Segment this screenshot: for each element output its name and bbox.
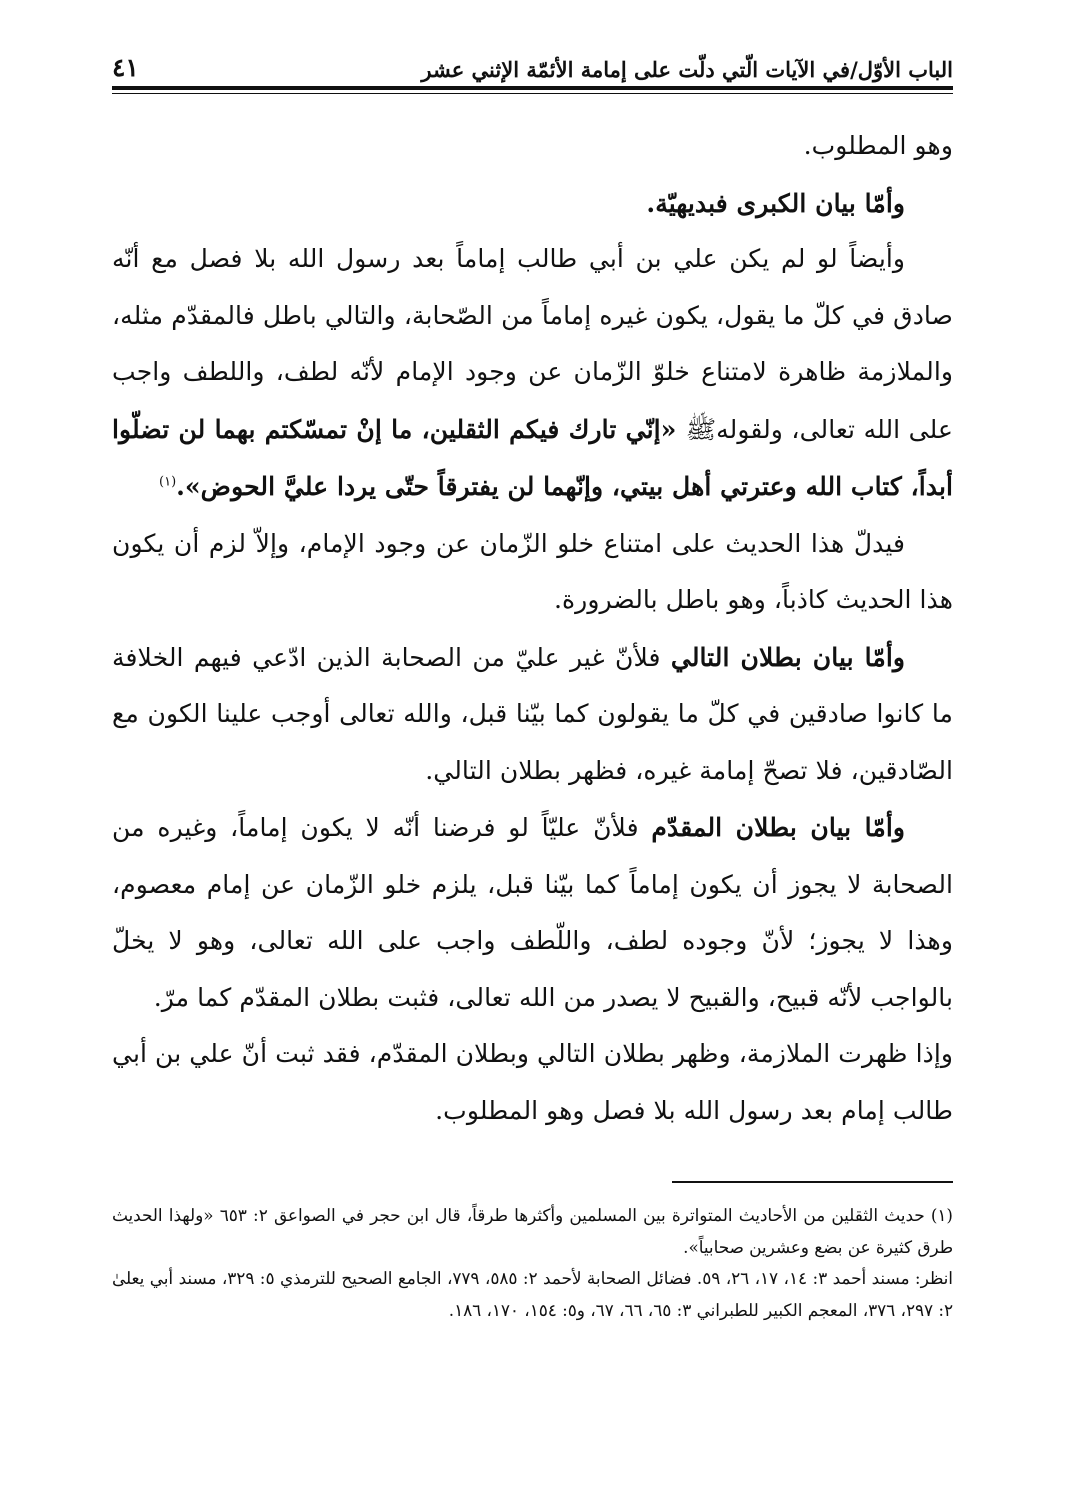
paragraph-2: وأمّا بيان الكبرى فبديهيّة.: [646, 187, 905, 218]
hadith-quote: «إنّي تارك فيكم الثقلين، ما إنْ تمسّكتم بهما لن تضلّوا أبداً، كتاب الله وعترتي أهل بيتي، وإنّهما لن يفترقاً حتّى يردا عليَّ الحوض».: [112, 413, 953, 501]
paragraph-3-text: وأيضاً لو لم يكن علي بن أبي طالب إماماً بعد رسول الله بلا فصل مع أنّه صادق في كلّ ما يقول، يكون غيره إماماً من الصّحابة، والتالي باطل فالمقدّم مثله، والملازمة ظاهرة لامتناع خلوّ الزّمان عن وجود الإمام لأنّه لطف، واللطف واجب على الله تعالى، ولقوله: [112, 244, 953, 444]
paragraph-5-lead: وأمّا بيان بطلان التالي: [670, 641, 905, 672]
header-rule-thick: [112, 86, 953, 90]
chapter-title: الباب الأوّل/في الآيات الّتي دلّت على إمامة الأئمّة الإثني عشر: [421, 57, 953, 82]
footnotes: [112, 1200, 953, 1326]
page-number: ٤١: [112, 53, 139, 82]
paragraph-4: فيدلّ هذا الحديث على امتناع خلو الزّمان عن وجود الإمام، وإلاّ لزم أن يكون هذا الحديث كاذباً، وهو باطل بالضرورة.: [112, 528, 953, 614]
main-text: [112, 118, 953, 1139]
salawat-glyph: ﷺ: [685, 414, 717, 444]
paragraph-3: [112, 231, 953, 516]
paragraph-5-text: فلأنّ غير عليّ من الصحابة الذين ادّعي فيهم الخلافة ما كانوا صادقين في كلّ ما يقولون كما بيّنا قبل، والله تعالى أوجب علينا الكون مع الصّادقين، فلا تصحّ إمامة غيره، فظهر بطلان التالي.: [112, 642, 953, 785]
footnote-sources: انظر: مسند أحمد ٣: ١٤، ١٧، ٢٦، ٥٩. فضائل الصحابة لأحمد ٢: ٥٨٥، ٧٧٩، الجامع الصحيح للترمذي ٥: ٣٢٩، مسند أبي يعلىٰ ٢: ٢٩٧، ٣٧٦، المعجم الكبير للطبراني ٣: ٦٥، ٦٦، ٦٧، و٥: ١٥٤، ١٧٠، ١٨٦.: [112, 1268, 953, 1320]
paragraph-6-lead: وأمّا بيان بطلان المقدّم: [651, 812, 905, 842]
footnote-divider: [672, 1181, 953, 1183]
paragraph-6-text: فلأنّ عليّاً لو فرضنا أنّه لا يكون إماماً، وغيره من الصحابة لا يجوز أن يكون إماماً كما بيّنا قبل، يلزم خلو الزّمان عن إمام معصوم، وهذا لا يجوز؛ لأنّ وجوده لطف، واللّطف واجب على الله تعالى، وهو لا يخلّ بالواجب لأنّه قبيح، والقبيح لا يصدر من الله تعالى، فثبت بطلان المقدّم كما مرّ.: [112, 813, 953, 1012]
paragraph-5: [112, 629, 953, 800]
footnote-ref-1[interactable]: (١): [159, 474, 177, 490]
paragraph-1: وهو المطلوب.: [803, 131, 953, 160]
paragraph-7: وإذا ظهرت الملازمة، وظهر بطلان التالي وبطلان المقدّم، فقد ثبت أنّ علي بن أبي طالب إمام بعد رسول الله بلا فصل وهو المطلوب.: [112, 1039, 953, 1125]
paragraph-6: [112, 799, 953, 1026]
running-header: [112, 38, 953, 82]
footnote-1: (١) حديث الثقلين من الأحاديث المتواترة بين المسلمين وأكثرها طرقاً، قال ابن حجر في الصواعق ٢: ٦٥٣ «ولهذا الحديث طرق كثيرة عن بضع وعشرين صحابياً».: [112, 1205, 953, 1257]
header-rule-thin: [112, 93, 953, 94]
